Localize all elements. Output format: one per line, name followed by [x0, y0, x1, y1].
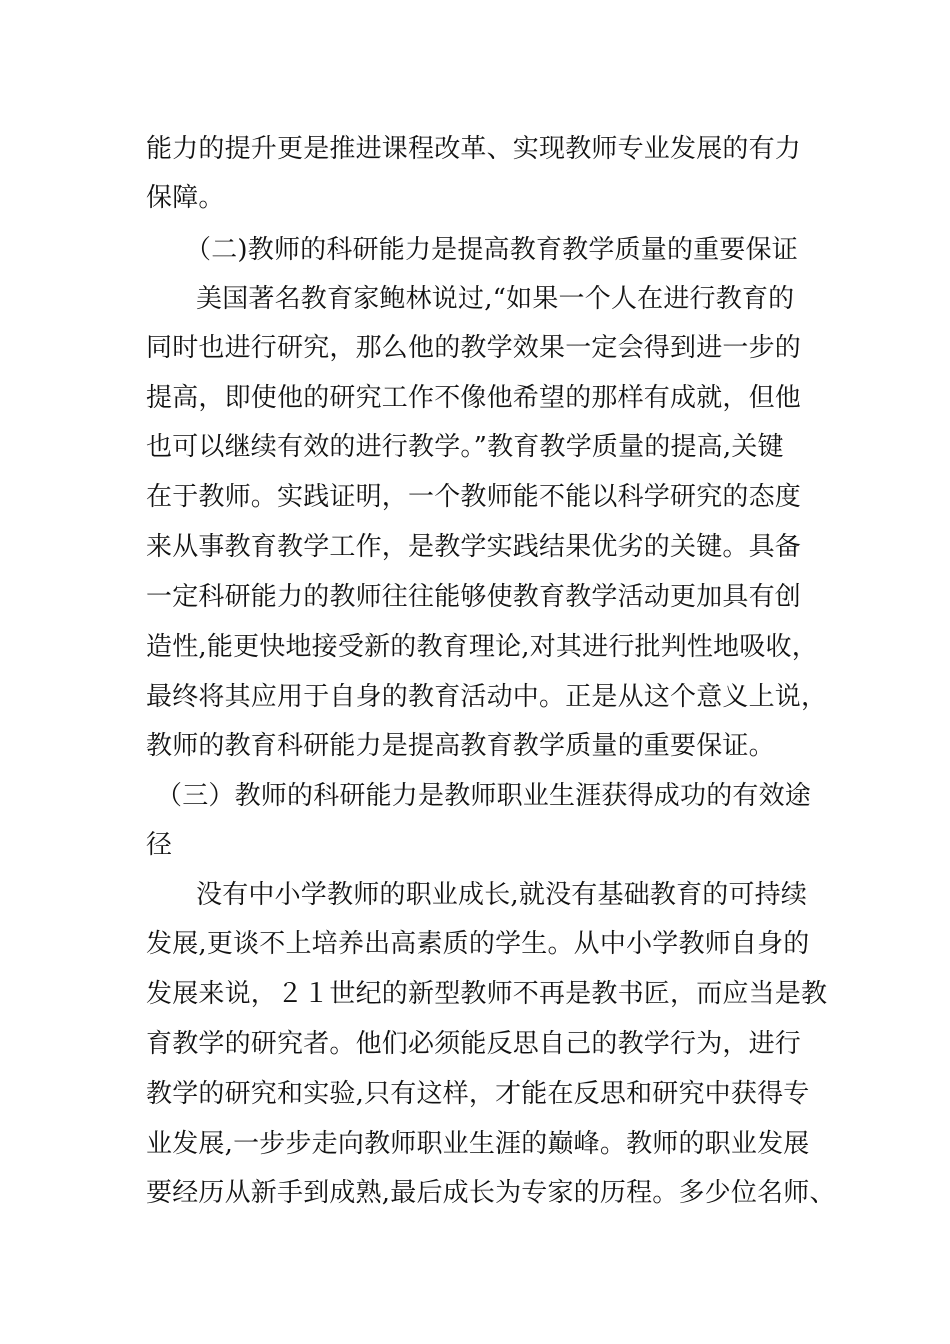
section-heading-3: （三）教师的科研能力是教师职业生涯获得成功的有效途 [156, 781, 812, 811]
text-line: 径 [146, 830, 173, 860]
text-line: 来从事教育教学工作，是教学实践结果优劣的关键。具备 [146, 532, 802, 562]
text-line: 美国著名教育家鲍林说过,“如果一个人在进行教育的 [196, 284, 795, 314]
text-line: 提高，即使他的研究工作不像他希望的那样有成就，但他 [146, 383, 802, 413]
text-line: 最终将其应用于自身的教育活动中。正是从这个意义上说， [146, 682, 828, 712]
text-line: 发展来说，２１世纪的新型教师不再是教书匠，而应当是教 [146, 979, 828, 1009]
text-line: 教学的研究和实验,只有这样，才能在反思和研究中获得专 [146, 1079, 810, 1109]
text-line: 育教学的研究者。他们必须能反思自己的教学行为，进行 [146, 1029, 802, 1059]
section-heading-2: （二)教师的科研能力是提高教育教学质量的重要保证 [185, 235, 798, 265]
text-line: 能力的提升更是推进课程改革、实现教师专业发展的有力 [146, 134, 802, 164]
text-line: 发展,更谈不上培养出高素质的学生。从中小学教师自身的 [146, 929, 810, 959]
text-line: 保障。 [146, 183, 225, 213]
text-line: 造性,能更快地接受新的教育理论,对其进行批判性地吸收， [146, 632, 818, 662]
text-line: 没有中小学教师的职业成长,就没有基础教育的可持续 [196, 880, 808, 910]
text-line: 业发展,一步步走向教师职业生涯的巅峰。教师的职业发展 [146, 1129, 810, 1159]
text-line: 也可以继续有效的进行教学。”教育教学质量的提高,关键 [146, 432, 784, 462]
text-line: 在于教师。实践证明，一个教师能不能以科学研究的态度 [146, 482, 802, 512]
text-line: 教师的教育科研能力是提高教育教学质量的重要保证。 [146, 731, 775, 761]
text-line: 要经历从新手到成熟,最后成长为专家的历程。多少位名师、 [146, 1178, 836, 1208]
text-line: 一定科研能力的教师往往能够使教育教学活动更加具有创 [146, 582, 802, 612]
text-line: 同时也进行研究，那么他的教学效果一定会得到进一步的 [146, 333, 802, 363]
